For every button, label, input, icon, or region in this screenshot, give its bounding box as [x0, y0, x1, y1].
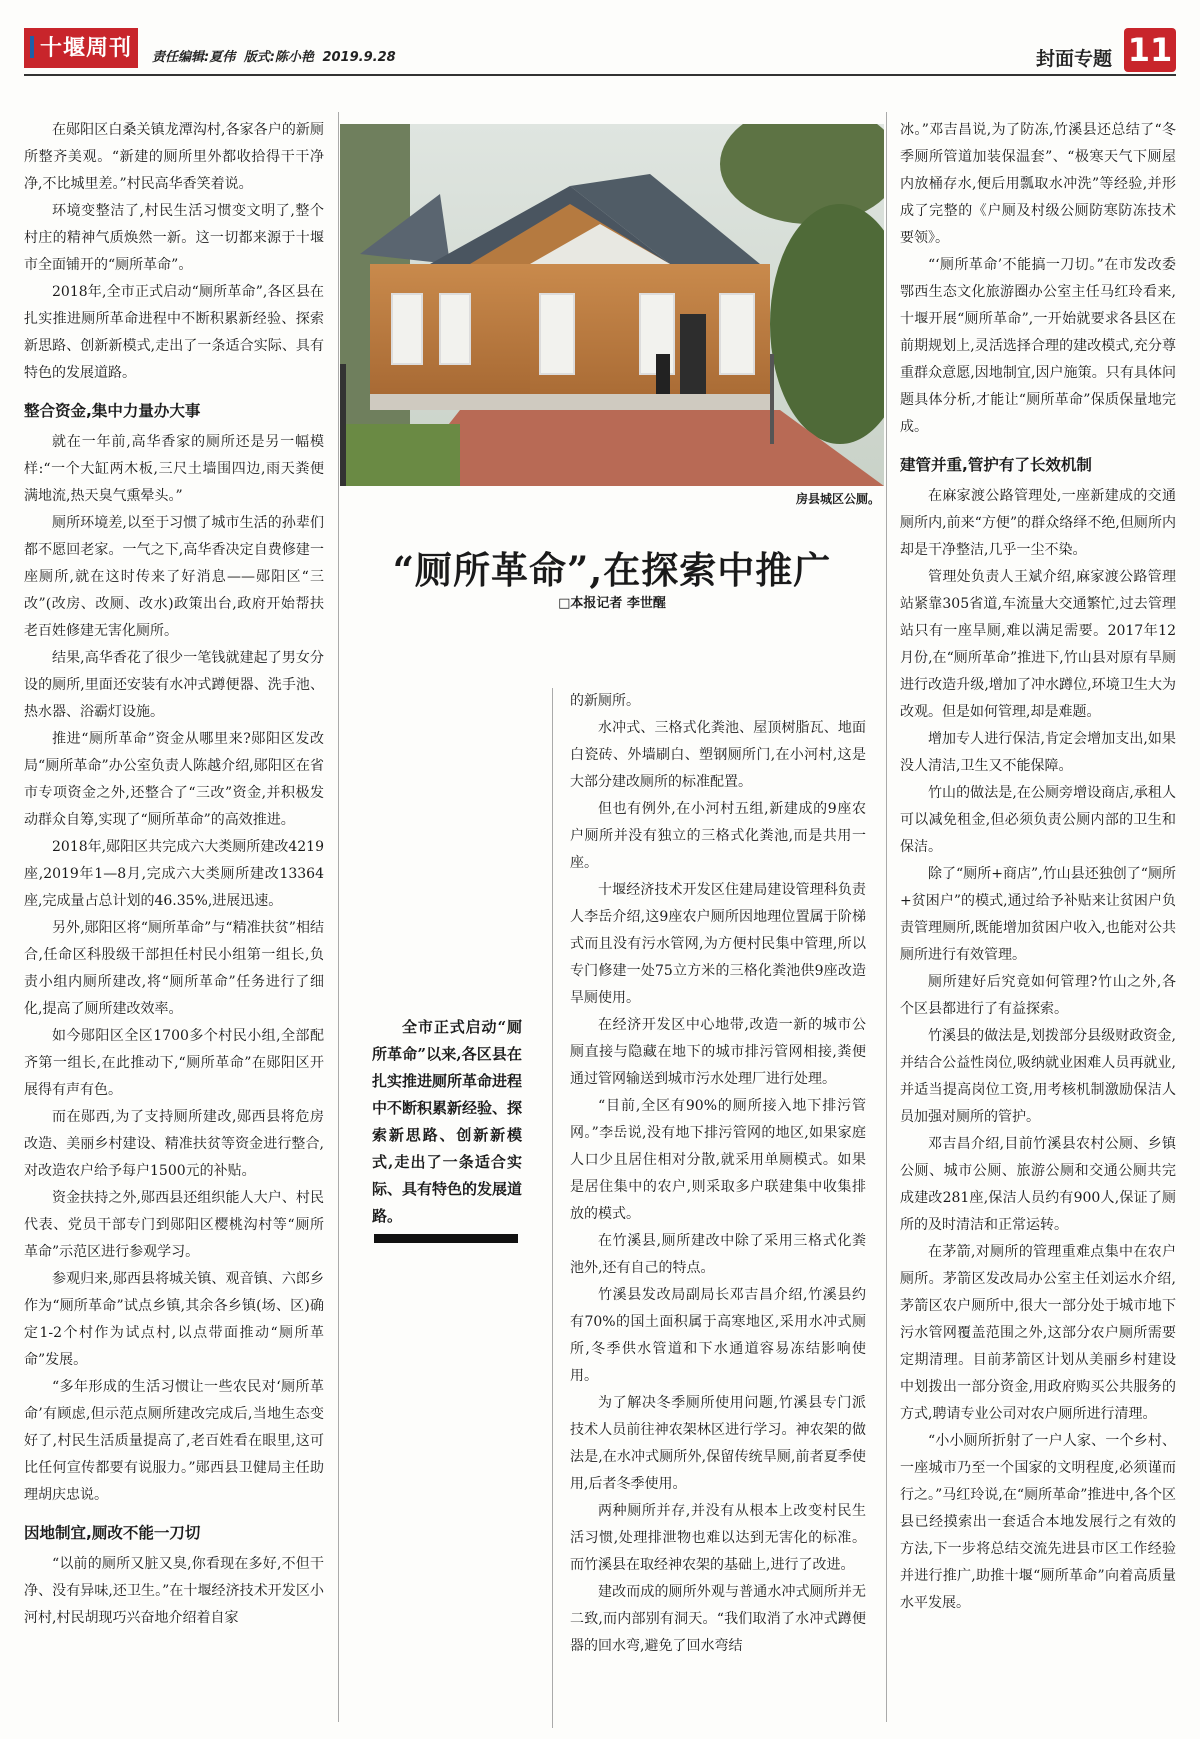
paragraph: 就在一年前,高华香家的厕所还是另一幅模样:“一个大缸两木板,三尺土墙围四边,雨天粪便满地流,热天臭气熏晕头。”: [24, 434, 324, 504]
paragraph: 资金扶持之外,郧西县还组织能人大户、村民代表、党员干部专门到郧阳区樱桃沟村等“厕所革命”示范区进行参观学习。: [24, 1190, 324, 1260]
paragraph: 环境变整洁了,村民生活习惯变文明了,整个村庄的精神气质焕然一新。这一切都来源于十堰市全面铺开的“厕所革命”。: [24, 203, 324, 273]
article-column-1: [24, 117, 324, 1717]
editor-credit: 责任编辑:夏伟: [152, 50, 236, 65]
article-title: “厕所革命”,在探索中推广: [392, 548, 832, 592]
paragraph: “以前的厕所又脏又臭,你看现在多好,不但干净、没有异味,还卫生。”在十堰经济技术开发区小河村,村民胡现巧兴奋地介绍着自家: [24, 1556, 324, 1626]
paragraph: 水冲式、三格式化粪池、屋顶树脂瓦、地面白瓷砖、外墙刷白、塑钢厕所门,在小河村,这是大部分建改厕所的标准配置。: [570, 720, 866, 790]
paragraph: 在郧阳区白桑关镇龙潭沟村,各家各户的新厕所整齐美观。“新建的厕所里外都收拾得干干净净,不比城里差。”村民高华香笑着说。: [24, 122, 324, 192]
public-toilet-building-photo-icon: [340, 124, 884, 486]
paragraph: 竹山的做法是,在公厕旁增设商店,承租人可以减免租金,但必须负责公厕内部的卫生和保洁。: [900, 785, 1176, 855]
section-name: 封面专题: [1035, 48, 1112, 70]
page-header: [24, 24, 1176, 78]
paragraph: 推进“厕所革命”资金从哪里来?郧阳区发改局“厕所革命”办公室负责人陈越介绍,郧阳区在省市专项资金之外,还整合了“三改”资金,并积极发动群众自筹,实现了“厕所革命”的高效推进。: [24, 731, 324, 828]
subheading: 建管并重,管护有了长效机制: [900, 456, 1092, 474]
paragraph: 在经济开发区中心地带,改造一新的城市公厕直接与隐藏在地下的城市排污管网相接,粪便通过管网输送到城市污水处理厂进行处理。: [570, 1017, 866, 1087]
paragraph: 厕所建好后究竟如何管理?竹山之外,各个区县都进行了有益探索。: [900, 974, 1176, 1017]
paragraph: 建改而成的厕所外观与普通水冲式厕所并无二致,而内部别有洞天。“我们取消了水冲式蹲便器的回水弯,避免了回水弯结: [570, 1584, 866, 1654]
page-number: 11: [1124, 28, 1176, 72]
article-column-3: [570, 688, 866, 1728]
subheading: 整合资金,集中力量办大事: [24, 402, 201, 420]
column-divider: [552, 688, 553, 1728]
paragraph: 而在郧西,为了支持厕所建改,郧西县将危房改造、美丽乡村建设、精准扶贫等资金进行整合,对改造农户给予每户1500元的补贴。: [24, 1109, 324, 1179]
newspaper-logo: [24, 28, 138, 68]
paragraph: 为了解决冬季厕所使用问题,竹溪县专门派技术人员前往神农架林区进行学习。神农架的做法是,在水冲式厕所外,保留传统旱厕,前者夏季使用,后者冬季使用。: [570, 1395, 866, 1492]
paragraph: 的新厕所。: [570, 693, 640, 709]
paragraph: “多年形成的生活习惯让一些农民对‘厕所革命’有顾虑,但示范点厕所建改完成后,当地生态变好了,村民生活质量提高了,老百姓看在眼里,这可比任何宣传都要有说服力。”郧西县卫健局主任助理胡庆忠说。: [24, 1379, 324, 1503]
column-divider: [886, 112, 887, 1722]
subheading: 因地制宜,厕改不能一刀切: [24, 1524, 201, 1542]
issue-date: 2019.9.28: [322, 50, 396, 65]
paragraph: 参观归来,郧西县将城关镇、观音镇、六郎乡作为“厕所革命”试点乡镇,其余各乡镇(场、区)确定1-2个村作为试点村,以点带面推动“厕所革命”发展。: [24, 1271, 324, 1368]
paragraph: 在竹溪县,厕所建改中除了采用三格式化粪池外,还有自己的特点。: [570, 1233, 866, 1276]
paragraph: 增加专人进行保洁,肯定会增加支出,如果没人清洁,卫生又不能保障。: [900, 731, 1176, 774]
paragraph: “小小厕所折射了一户人家、一个乡村、一座城市乃至一个国家的文明程度,必须谨而行之。”马红玲说,在“厕所革命”推进中,各个区县已经摸索出一套适合本地发展行之有效的方法,下一步将总结交流先进县市区工作经验并进行推广,助推十堰“厕所革命”向着高质量水平发展。: [900, 1433, 1176, 1611]
paper-name: 十堰周刊: [39, 35, 132, 61]
article-photo: [340, 124, 884, 486]
paragraph: 邓吉昌介绍,目前竹溪县农村公厕、乡镇公厕、城市公厕、旅游公厕和交通公厕共完成建改281座,保洁人员约有900人,保证了厕所的及时清洁和正常运转。: [900, 1136, 1176, 1233]
article-byline: □本报记者 李世醒: [558, 596, 666, 611]
pull-quote-text: 全市正式启动“厕所革命”以来,各区县在扎实推进厕所革命进程中不断积累新经验、探索新思路、创新新模式,走出了一条适合实际、具有特色的发展道路。: [372, 1018, 523, 1225]
paragraph: “目前,全区有90%的厕所接入地下排污管网。”李岳说,没有地下排污管网的地区,如果家庭人口少且居住相对分散,就采用单厕模式。如果是居住集中的农户,则采取多户联建集中收集排放的模式。: [570, 1098, 866, 1222]
logo-mark-icon: [30, 36, 34, 58]
paragraph: “‘厕所革命’不能搞一刀切。”在市发改委鄂西生态文化旅游圈办公室主任马红玲看来,十堰开展“厕所革命”,一开始就要求各县区在前期规划上,灵活选择合理的建改模式,充分尊重群众意愿,因地制宜,因户施策。只有具体问题具体分析,才能让“厕所革命”保质保量地完成。: [900, 257, 1176, 435]
paragraph: 冰。”邓吉昌说,为了防冻,竹溪县还总结了“冬季厕所管道加装保温套”、“极寒天气下厕屋内放桶存水,便后用瓢取水冲洗”等经验,并形成了完整的《户厕及村级公厕防寒防冻技术要领》。: [900, 122, 1176, 246]
photo-caption: 房县城区公厕。: [795, 492, 880, 506]
pull-quote-bar: [374, 1234, 518, 1243]
paragraph: 厕所环境差,以至于习惯了城市生活的孙辈们都不愿回老家。一气之下,高华香决定自费修建一座厕所,就在这时传来了好消息——郧阳区“三改”(改房、改厕、改水)政策出台,政府开始帮扶老百姓修建无害化厕所。: [24, 515, 324, 639]
paragraph: 2018年,郧阳区共完成六大类厕所建改4219座,2019年1—8月,完成六大类厕所建改13364座,完成量占总计划的46.35%,进展迅速。: [24, 839, 324, 909]
pull-quote: [372, 1014, 522, 1230]
article-column-4: [900, 117, 1176, 1717]
edition-meta: [152, 46, 400, 65]
paragraph: 管理处负责人王斌介绍,麻家渡公路管理站紧靠305省道,车流量大交通繁忙,过去管理站只有一座旱厕,难以满足需要。2017年12月份,在“厕所革命”推进下,竹山县对原有旱厕进行改造升级,增加了冲水蹲位,环境卫生大为改观。但是如何管理,却是难题。: [900, 569, 1176, 720]
paragraph: 十堰经济技术开发区住建局建设管理科负责人李岳介绍,这9座农户厕所因地理位置属于阶梯式而且没有污水管网,为方便村民集中管理,所以专门修建一处75立方米的三格化粪池供9座改造旱厕使用。: [570, 882, 866, 1006]
paragraph: 竹溪县的做法是,划拨部分县级财政资金,并结合公益性岗位,吸纳就业困难人员再就业,并适当提高岗位工资,用考核机制激励保洁人员加强对厕所的管护。: [900, 1028, 1176, 1125]
paragraph: 另外,郧阳区将“厕所革命”与“精准扶贫”相结合,任命区科股级干部担任村民小组第一组长,负责小组内厕所建改,将“厕所革命”任务进行了细化,提高了厕所建改效率。: [24, 920, 324, 1017]
paragraph: 如今郧阳区全区1700多个村民小组,全部配齐第一组长,在此推动下,“厕所革命”在郧阳区开展得有声有色。: [24, 1028, 324, 1098]
paragraph: 但也有例外,在小河村五组,新建成的9座农户厕所并没有独立的三格式化粪池,而是共用一座。: [570, 801, 866, 871]
paragraph: 在麻家渡公路管理处,一座新建成的交通厕所内,前来“方便”的群众络绎不绝,但厕所内却是干净整洁,几乎一尘不染。: [900, 488, 1176, 558]
paragraph: 两种厕所并存,并没有从根本上改变村民生活习惯,处理排泄物也难以达到无害化的标准。而竹溪县在取经神农架的基础上,进行了改进。: [570, 1503, 866, 1573]
paragraph: 在茅箭,对厕所的管理重难点集中在农户厕所。茅箭区发改局办公室主任刘运水介绍,茅箭区农户厕所中,很大一部分处于城市地下污水管网覆盖范围之外,这部分农户厕所需要定期清理。目前茅箭区计划从美丽乡村建设中划拨出一部分资金,用政府购买公共服务的方式,聘请专业公司对农户厕所进行清理。: [900, 1244, 1176, 1422]
layout-credit: 版式:陈小艳: [243, 50, 314, 65]
header-rule: [24, 74, 1176, 76]
paragraph: 2018年,全市正式启动“厕所革命”,各区县在扎实推进厕所革命进程中不断积累新经验、探索新思路、创新新模式,走出了一条适合实际、具有特色的发展道路。: [24, 284, 324, 381]
column-divider: [338, 112, 339, 1722]
paragraph: 除了“厕所+商店”,竹山县还独创了“厕所+贫困户”的模式,通过给予补贴来让贫困户负责管理厕所,既能增加贫困户收入,也能对公共厕所进行有效管理。: [900, 866, 1176, 963]
paragraph: 竹溪县发改局副局长邓吉昌介绍,竹溪县约有70%的国土面积属于高寒地区,采用水冲式厕所,冬季供水管道和下水通道容易冻结影响使用。: [570, 1287, 866, 1384]
paragraph: 结果,高华香花了很少一笔钱就建起了男女分设的厕所,里面还安装有水冲式蹲便器、洗手池、热水器、浴霸灯设施。: [24, 650, 324, 720]
